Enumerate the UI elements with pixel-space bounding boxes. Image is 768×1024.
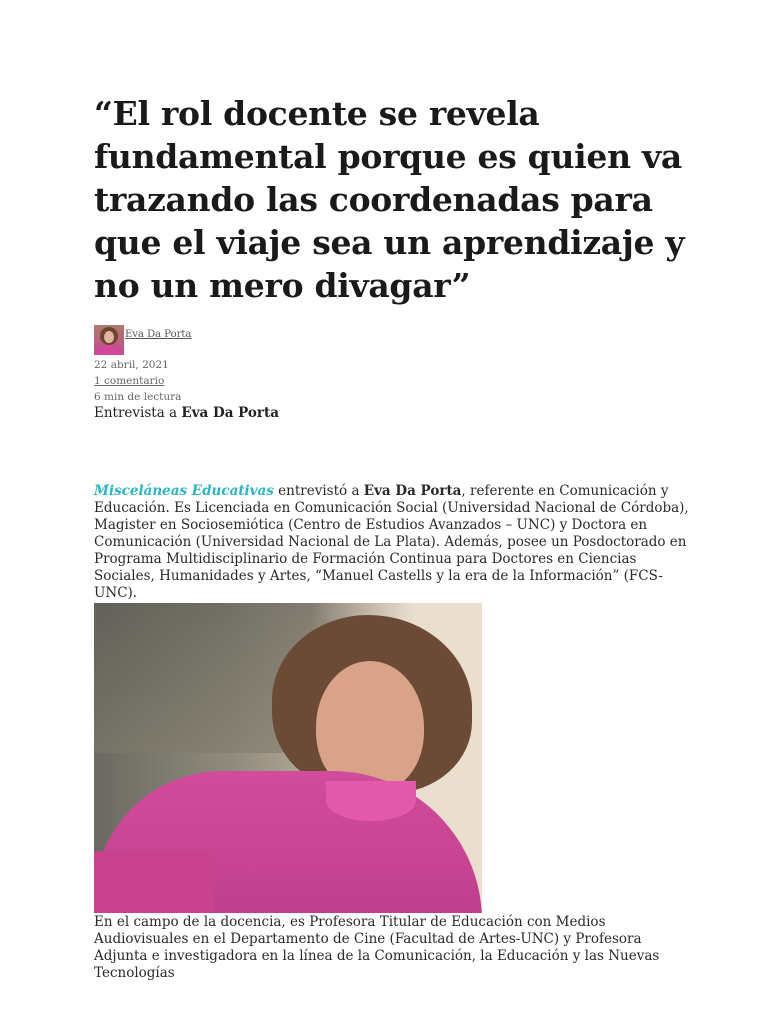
- interview-prefix: Entrevista a: [94, 405, 182, 421]
- intro-text-2: , referente en Comunicación y Educación. Es Licenciada en Comunicación Social (Universidad Nacional de Córdoba), Magister en Sociosemiótica (Centro de Estudios Avanzados – UNC) y Doctora en Comunicación (Universidad Nacional de La Plata). Además, posee un Posdoctorado en Programa Multidisciplinario de Formación Continua para Doctores en Ciencias Sociales, Humanidades y Artes, “Manuel Castells y la era de la Información” (FCS-UNC).: [94, 483, 689, 601]
- intro-name: Eva Da Porta: [363, 483, 462, 499]
- portrait-photo: [94, 603, 482, 913]
- read-time: 6 min de lectura: [94, 391, 182, 403]
- intro-text-1: entrevistó a: [273, 483, 364, 499]
- comments-link[interactable]: 1 comentario: [94, 375, 165, 387]
- article-title: “El rol docente se revela fundamental porque es quien va trazando las coordenadas para que el viaje sea un aprendizaje y no un mero divagar”: [94, 94, 685, 305]
- comments-link-wrap: [94, 373, 694, 389]
- interview-name: Eva Da Porta: [181, 405, 280, 421]
- post-date: 22 abril, 2021: [94, 359, 169, 371]
- interview-line: [94, 405, 694, 421]
- intro-paragraph: [94, 483, 694, 602]
- author-link[interactable]: Eva Da Porta: [125, 329, 192, 340]
- article: [94, 92, 694, 982]
- author-avatar[interactable]: [94, 325, 124, 355]
- author-row: [94, 325, 694, 355]
- brand-link[interactable]: Misceláneas Educativas: [94, 483, 274, 499]
- body-paragraph: En el campo de la docencia, es Profesora Titular de Educación con Medios Audiovisuales en el Departamento de Cine (Facultad de Artes-UNC) y Profesora Adjunta e investigadora en la línea de la Comunicación, la Educación y las Nuevas Tecnologías: [94, 914, 660, 981]
